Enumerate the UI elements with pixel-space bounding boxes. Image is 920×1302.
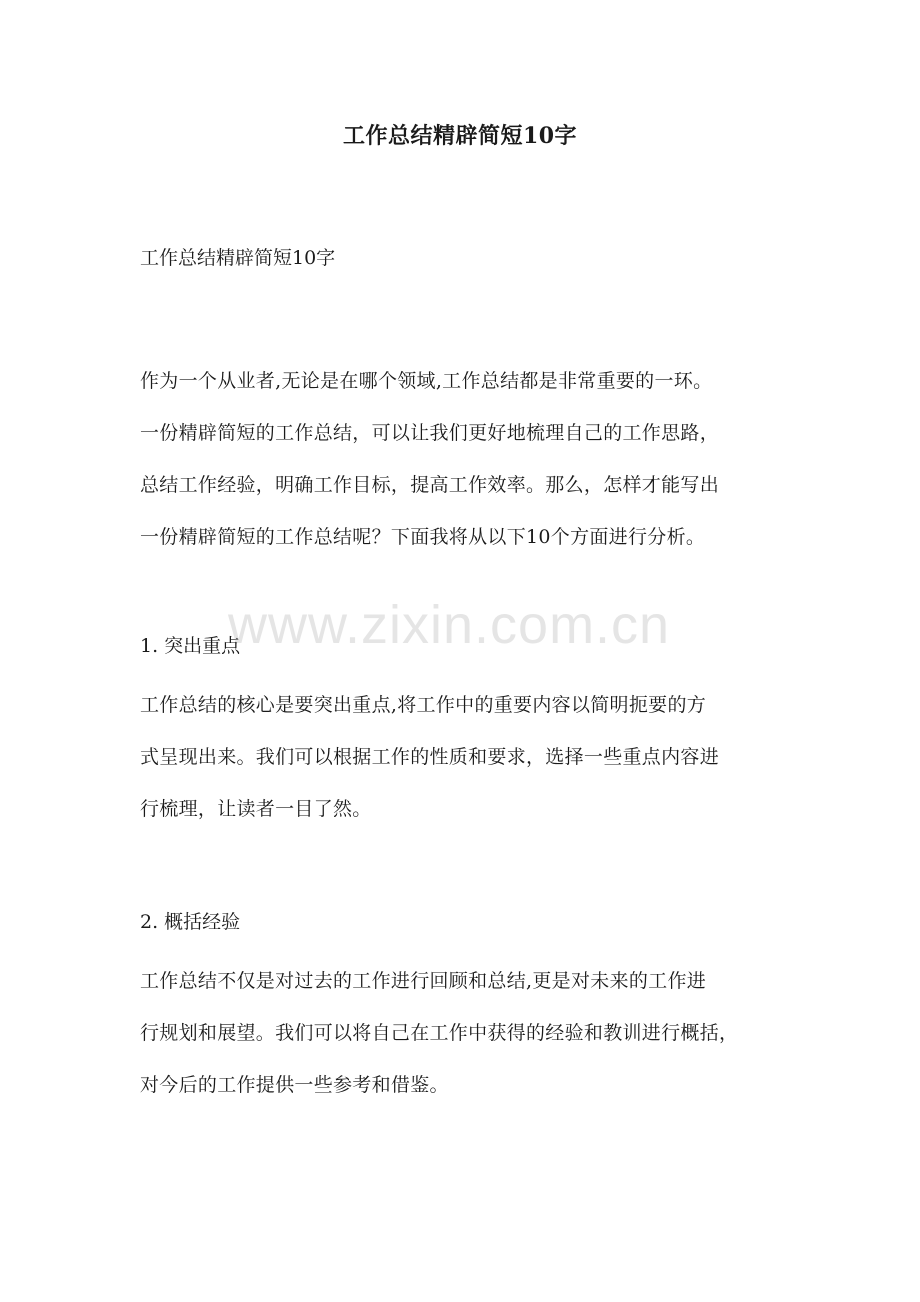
paragraph-line: 一份精辟简短的工作总结呢？下面我将从以下10个方面进行分析。: [140, 526, 706, 548]
intro-paragraph: [140, 355, 800, 563]
paragraph-line: 总结工作经验，明确工作目标，提高工作效率。那么，怎样才能写出: [140, 474, 720, 496]
paragraph-line: 行梳理，让读者一目了然。: [140, 798, 372, 820]
paragraph-line: 行规划和展望。我们可以将自己在工作中获得的经验和教训进行概括，: [140, 1022, 739, 1044]
document-subtitle: 工作总结精辟简短10字: [140, 247, 336, 269]
section-paragraph: [140, 679, 800, 835]
paragraph-line: 作为一个从业者,无论是在哪个领域,工作总结都是非常重要的一环。: [140, 370, 713, 392]
section-heading: 1. 突出重点: [140, 635, 241, 657]
paragraph-line: 对今后的工作提供一些参考和借鉴。: [140, 1074, 449, 1096]
watermark: www.zixin.com.cn: [228, 595, 671, 655]
document-title: 工作总结精辟简短10字: [342, 123, 578, 149]
paragraph-line: 工作总结的核心是要突出重点,将工作中的重要内容以简明扼要的方: [140, 694, 707, 716]
section-paragraph: [140, 955, 800, 1111]
section-heading: 2. 概括经验: [140, 911, 241, 933]
paragraph-line: 工作总结不仅是对过去的工作进行回顾和总结,更是对未来的工作进: [140, 970, 707, 992]
paragraph-line: 式呈现出来。我们可以根据工作的性质和要求，选择一些重点内容进: [140, 746, 720, 768]
paragraph-line: 一份精辟简短的工作总结，可以让我们更好地梳理自己的工作思路，: [140, 422, 720, 444]
